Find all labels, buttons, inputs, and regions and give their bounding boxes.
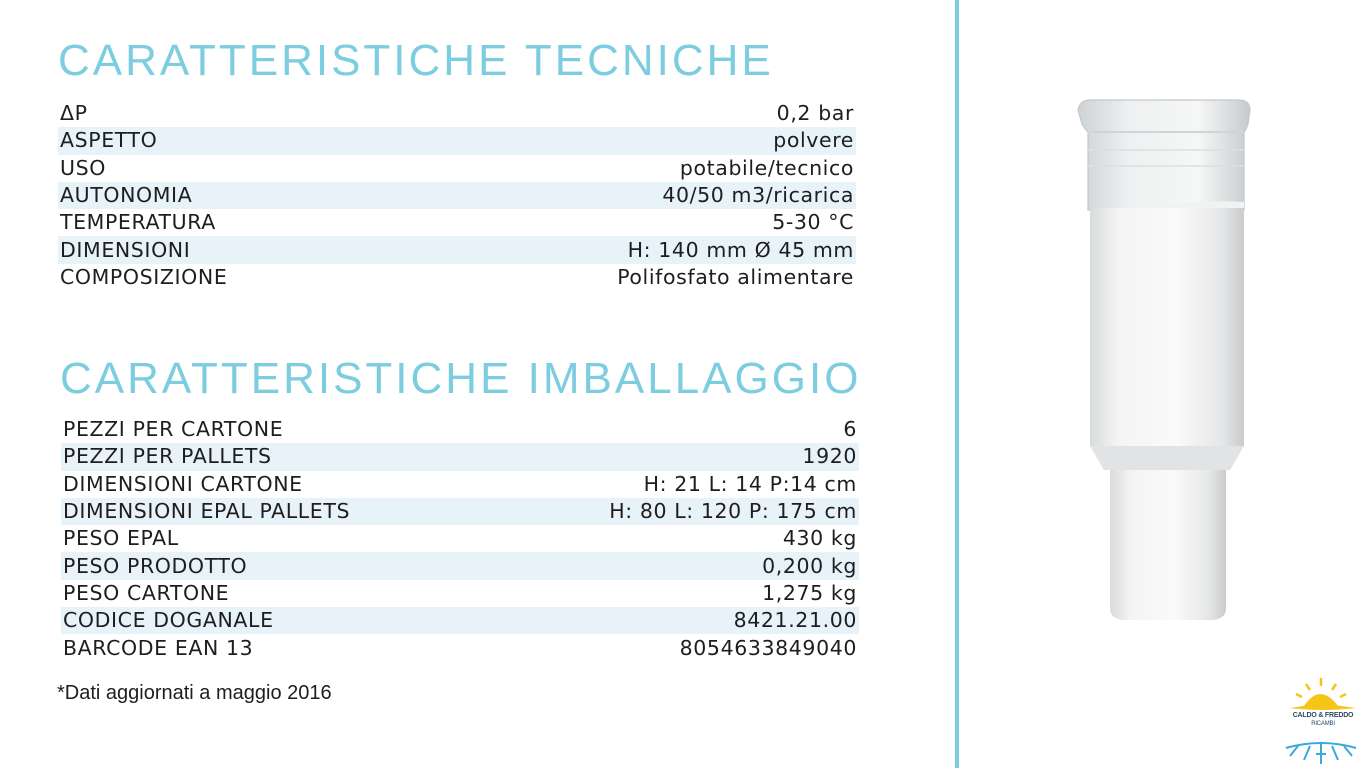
- brand-logo-text: [1279, 712, 1366, 728]
- spec-label: PESO PRODOTTO: [61, 552, 489, 579]
- packaging-section-title: CARATTERISTICHE IMBALLAGGIO: [60, 354, 862, 403]
- tech-section-title: CARATTERISTICHE TECNICHE: [58, 36, 774, 85]
- spec-label: CODICE DOGANALE: [61, 607, 489, 634]
- spec-value: polvere: [390, 127, 856, 154]
- spec-value: 0,2 bar: [776, 101, 854, 126]
- spec-value: potabile/tecnico: [679, 155, 854, 180]
- spec-label: PESO CARTONE: [63, 580, 230, 605]
- table-row: [58, 264, 856, 291]
- table-row: [61, 607, 859, 634]
- spec-label: TEMPERATURA: [60, 210, 216, 235]
- brand-name: CALDO & FREDDO: [1292, 712, 1354, 719]
- spec-value: 8054633849040: [679, 635, 857, 660]
- spec-label: BARCODE EAN 13: [63, 635, 254, 660]
- spec-label: USO: [60, 155, 106, 180]
- packaging-spec-table: [61, 416, 859, 662]
- spec-label: DIMENSIONI EPAL PALLETS: [61, 498, 489, 525]
- table-row: [58, 127, 856, 154]
- tech-spec-table: [58, 100, 856, 291]
- spec-label: DIMENSIONI CARTONE: [63, 471, 303, 496]
- table-row: [58, 100, 856, 127]
- spec-label: PESO EPAL: [63, 526, 179, 551]
- table-row: [58, 155, 856, 182]
- spec-label: DIMENSIONI: [58, 236, 390, 263]
- spec-value: 5-30 °C: [772, 210, 854, 235]
- spec-label: COMPOSIZIONE: [60, 264, 228, 289]
- spec-label: PEZZI PER CARTONE: [63, 417, 284, 442]
- spec-value: H: 80 L: 120 P: 175 cm: [489, 498, 859, 525]
- spec-value: H: 140 mm Ø 45 mm: [390, 236, 856, 263]
- spec-value: 1920: [489, 443, 859, 470]
- snowflake-icon: [1286, 742, 1356, 764]
- spec-label: AUTONOMIA: [58, 182, 390, 209]
- table-row: [61, 498, 859, 525]
- table-row: [58, 182, 856, 209]
- table-row: [61, 634, 859, 661]
- spec-value: Polifosfato alimentare: [617, 264, 854, 289]
- spec-value: 1,275 kg: [762, 580, 857, 605]
- table-row: [61, 552, 859, 579]
- table-row: [61, 471, 859, 498]
- table-row: [61, 416, 859, 443]
- spec-value: 0,200 kg: [489, 552, 859, 579]
- spec-value: 6: [843, 417, 857, 442]
- spec-label: ASPETTO: [58, 127, 390, 154]
- table-row: [61, 580, 859, 607]
- product-image: [1060, 90, 1366, 630]
- brand-subtitle: RICAMBI: [1311, 721, 1335, 727]
- table-row: [61, 443, 859, 470]
- footnote: *Dati aggiornati a maggio 2016: [57, 682, 332, 704]
- table-row: [58, 236, 856, 263]
- spec-value: H: 21 L: 14 P:14 cm: [643, 471, 857, 496]
- table-row: [61, 525, 859, 552]
- table-row: [58, 209, 856, 236]
- spec-label: ΔP: [60, 101, 88, 126]
- spec-value: 8421.21.00: [489, 607, 859, 634]
- spec-value: 40/50 m3/ricarica: [390, 182, 856, 209]
- sun-icon: [1290, 678, 1356, 710]
- spec-label: PEZZI PER PALLETS: [61, 443, 489, 470]
- vertical-divider: [955, 0, 959, 768]
- spec-value: 430 kg: [782, 526, 857, 551]
